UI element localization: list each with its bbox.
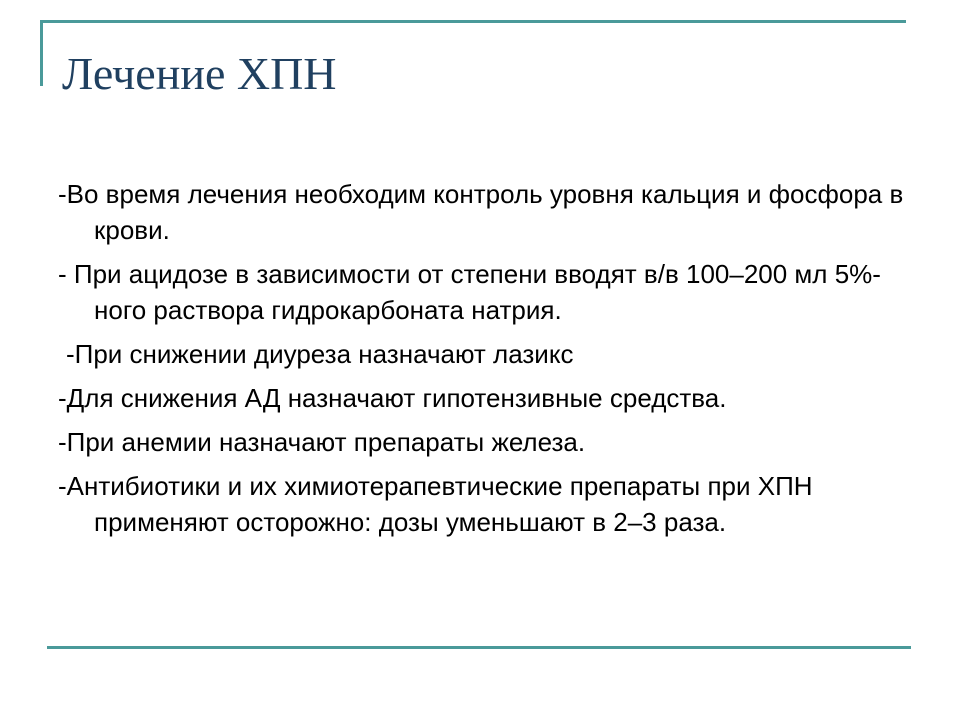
slide-title: Лечение ХПН xyxy=(62,48,337,99)
frame-left-line xyxy=(40,20,43,86)
bullet-list xyxy=(58,176,918,548)
list-item: - При ацидозе в зависимости от степени вводят в/в 100–200 мл 5%-ного раствора гидрокарбоната натрия. xyxy=(58,259,881,325)
frame-top-line xyxy=(40,20,906,23)
list-item: -Для снижения АД назначают гипотензивные средства. xyxy=(58,383,727,413)
list-item: -Во время лечения необходим контроль уровня кальция и фосфора в крови. xyxy=(58,179,904,245)
list-item: -При снижении диуреза назначают лазикс xyxy=(66,339,574,369)
list-item: -Антибиотики и их химиотерапевтические препараты при ХПН применяют осторожно: дозы уменьшают в 2–3 раза. xyxy=(58,471,813,537)
list-item: -При анемии назначают препараты железа. xyxy=(58,427,586,457)
frame-bottom-line xyxy=(47,646,911,649)
